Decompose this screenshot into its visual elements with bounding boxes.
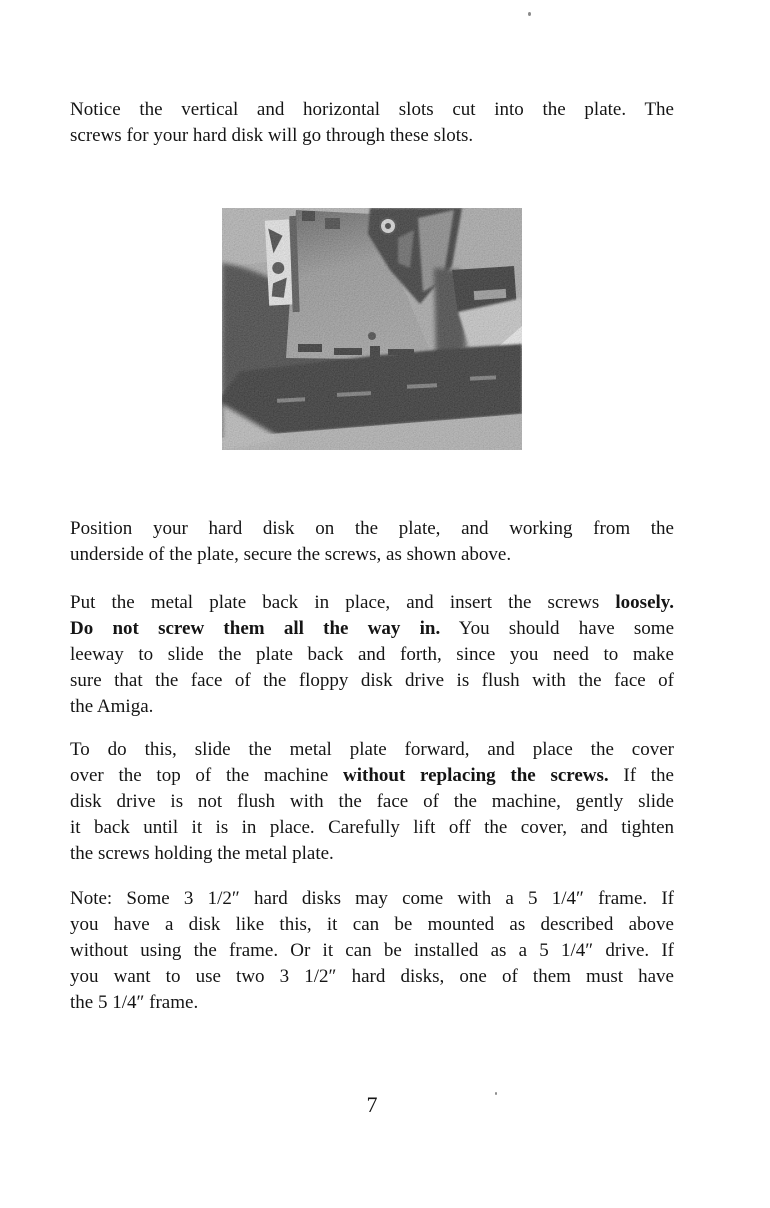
text-line xyxy=(70,789,674,815)
text-line xyxy=(70,694,674,720)
text-segment: screws for your hard disk will go through these slots. xyxy=(70,125,474,146)
text-segment: underside of the plate, secure the screws, as shown above. xyxy=(70,544,512,565)
bold-text-segment: Do not screw them all the way in. xyxy=(70,618,441,639)
text-line xyxy=(70,815,674,841)
text-segment: Note: Some 3 1/2″ hard disks may come with a 5 1/4″ frame. If xyxy=(70,888,674,909)
text-line xyxy=(70,642,674,668)
text-segment: you want to use two 3 1/2″ hard disks, one of them must have xyxy=(70,966,674,987)
text-segment: the screws holding the metal plate. xyxy=(70,843,334,864)
text-line xyxy=(70,542,674,568)
text-line xyxy=(70,668,674,694)
paragraph-slide-plate xyxy=(70,737,674,867)
text-segment: Put the metal plate back in place, and insert the screws xyxy=(70,592,616,613)
text-line xyxy=(70,886,674,912)
text-line xyxy=(70,912,674,938)
text-line xyxy=(70,841,674,867)
scan-speck xyxy=(528,12,531,16)
paragraph-note-frame xyxy=(70,886,674,1016)
page-number: 7 xyxy=(366,1092,378,1117)
text-segment: disk drive is not flush with the face of the machine, gently slide xyxy=(70,791,674,812)
text-line xyxy=(70,97,674,123)
text-segment: it back until it is in place. Carefully lift off the cover, and tighten xyxy=(70,817,674,838)
text-line xyxy=(70,990,674,1016)
text-segment: If the xyxy=(608,765,674,786)
installation-photo xyxy=(222,208,522,450)
paragraph-intro-slots xyxy=(70,97,674,149)
text-segment: the Amiga. xyxy=(70,696,154,717)
text-segment: Notice the vertical and horizontal slots cut into the plate. The xyxy=(70,99,674,120)
scan-speck xyxy=(495,1092,497,1095)
text-segment: the 5 1/4″ frame. xyxy=(70,992,199,1013)
paragraph-insert-screws xyxy=(70,590,674,720)
text-line xyxy=(70,964,674,990)
text-line xyxy=(70,737,674,763)
text-segment: without using the frame. Or it can be installed as a 5 1/4″ drive. If xyxy=(70,940,674,961)
text-segment: To do this, slide the metal plate forward, and place the cover xyxy=(70,739,674,760)
text-segment: sure that the face of the floppy disk drive is flush with the face of xyxy=(70,670,674,691)
text-line xyxy=(70,938,674,964)
text-line xyxy=(70,616,674,642)
text-line xyxy=(70,123,674,149)
bold-text-segment: loosely. xyxy=(615,592,674,613)
text-line xyxy=(70,590,674,616)
text-segment: you have a disk like this, it can be mounted as described above xyxy=(70,914,674,935)
bold-text-segment: without replacing the screws. xyxy=(343,765,609,786)
paragraph-position-disk xyxy=(70,516,674,568)
text-line xyxy=(70,763,674,789)
text-line xyxy=(70,516,674,542)
halftone-grain-overlay xyxy=(222,208,522,450)
text-segment: over the top of the machine xyxy=(70,765,344,786)
installation-photo-graphic xyxy=(222,208,522,450)
text-segment: Position your hard disk on the plate, and working from the xyxy=(70,518,674,539)
text-segment: You should have some xyxy=(440,618,675,639)
text-segment: leeway to slide the plate back and forth, since you need to make xyxy=(70,644,674,665)
